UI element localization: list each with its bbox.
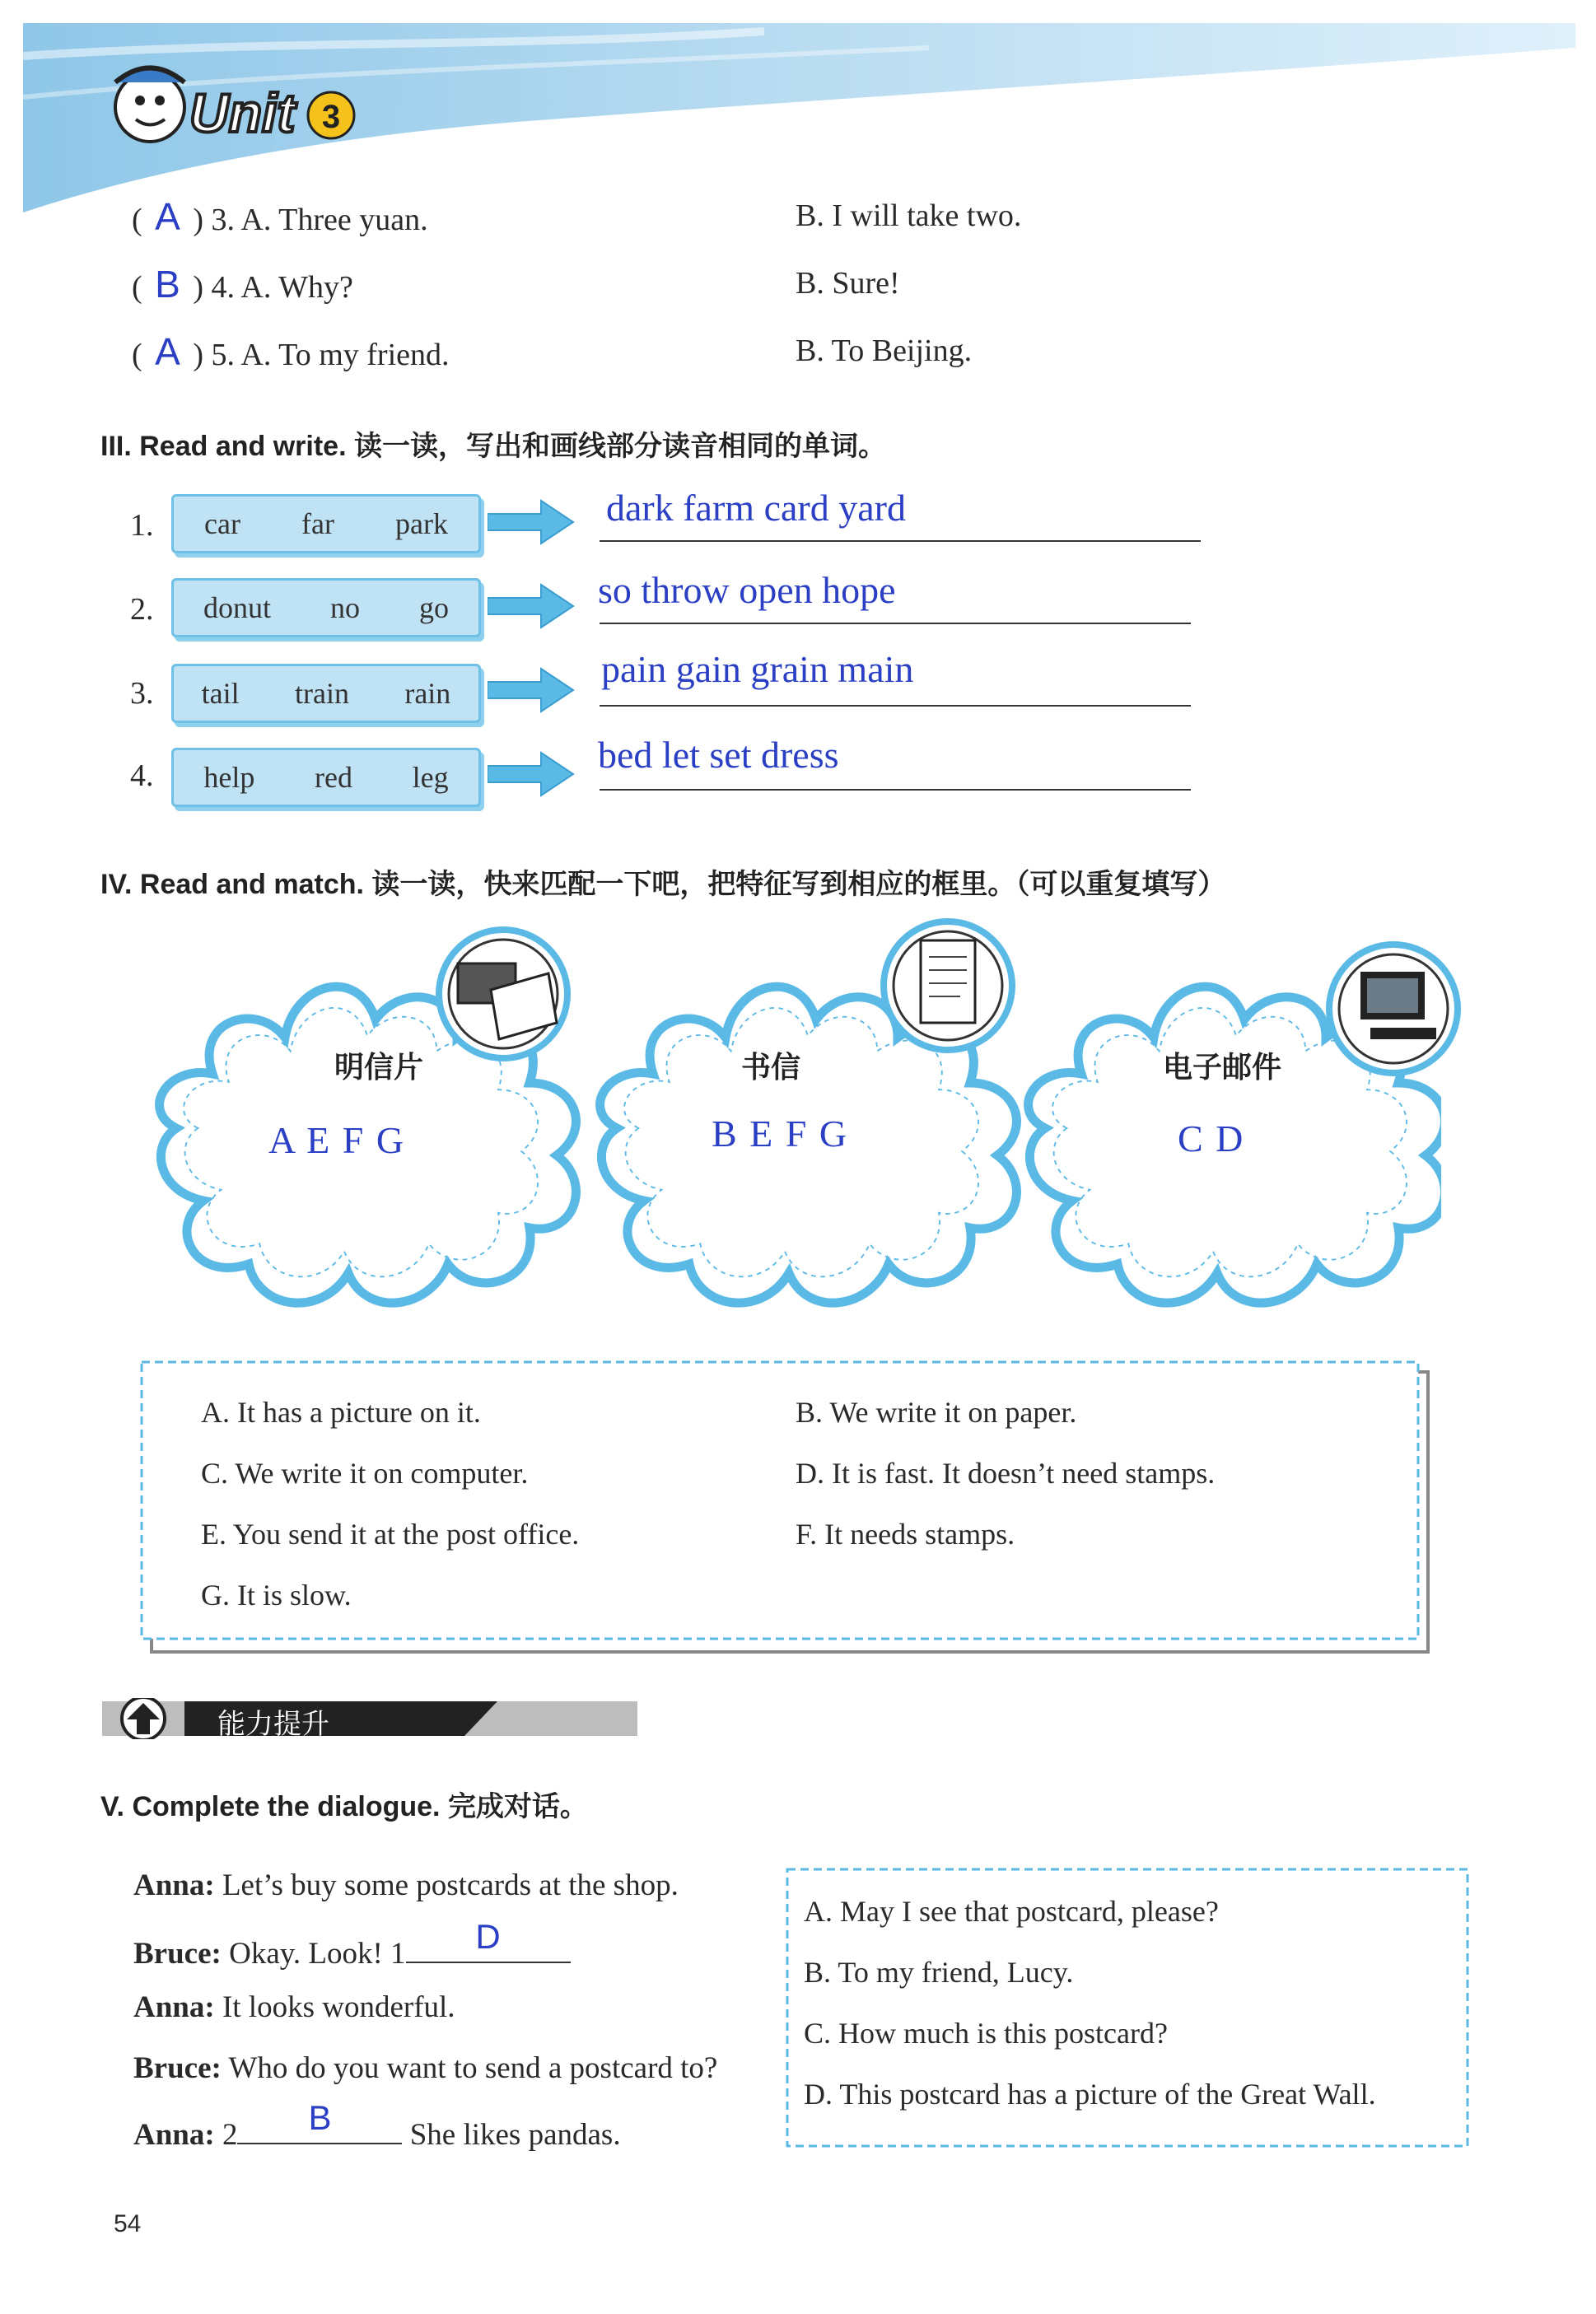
word: car <box>204 507 240 540</box>
blank-answer: D <box>475 1917 501 1956</box>
row-number: 2. <box>130 592 154 627</box>
answer-mark: B <box>155 263 180 306</box>
option-item: D. This postcard has a picture of the Great Wall. <box>804 2078 1376 2111</box>
option-item: A. May I see that postcard, please? <box>804 1895 1219 1928</box>
option-item: B. To my friend, Lucy. <box>804 1956 1074 1989</box>
answer-mark: A <box>155 330 180 373</box>
dialogue-line: Bruce: Who do you want to send a postcard to? <box>133 2051 718 2085</box>
word: tail <box>201 677 240 710</box>
row-number: 4. <box>130 758 154 793</box>
arrow-right-icon <box>488 497 578 547</box>
option-item: E. You send it at the post office. <box>201 1518 580 1551</box>
answer-mark: A <box>155 195 180 238</box>
dialogue-line: Anna: Let’s buy some postcards at the shop. <box>133 1868 679 1902</box>
blank-answer: B <box>308 2098 332 2137</box>
word: far <box>301 507 334 540</box>
section4-title: IV. Read and match. 读一读，快来匹配一下吧，把特征写到相应的框里。（可以重复填写） <box>100 868 1226 901</box>
letter-icon <box>878 916 1018 1056</box>
answer-words: dark farm card yard <box>606 487 906 529</box>
cloud-answer-letter: B E F G <box>712 1113 849 1155</box>
answer-line <box>600 623 1191 624</box>
word: leg <box>412 761 449 794</box>
computer-icon <box>1321 939 1469 1079</box>
option-item: D. It is fast. It doesn’t need stamps. <box>796 1457 1216 1490</box>
postcard-icon <box>433 924 573 1064</box>
option-b: B. I will take two. <box>796 198 1022 233</box>
word: go <box>418 591 449 624</box>
arrow-right-icon <box>488 581 578 631</box>
answer-line <box>600 789 1191 791</box>
word: no <box>329 591 360 624</box>
section3-title: III. Read and write. 读一读，写出和画线部分读音相同的单词。 <box>100 430 886 463</box>
arrow-right-icon <box>488 665 578 715</box>
cloud-label-email: 电子邮件 <box>1163 1051 1282 1085</box>
unit-label: Unit <box>189 82 296 143</box>
option-item: B. We write it on paper. <box>796 1396 1077 1429</box>
word: rain <box>404 677 451 710</box>
option-item: C. We write it on computer. <box>201 1457 529 1490</box>
answer-line <box>600 705 1191 707</box>
answer-words: bed let set dress <box>598 734 839 776</box>
answer-words: so throw open hope <box>598 569 896 611</box>
section5-title: V. Complete the dialogue. 完成对话。 <box>100 1790 588 1823</box>
cloud-label-postcard: 明信片 <box>334 1051 424 1085</box>
option-item: A. It has a picture on it. <box>201 1396 481 1429</box>
option-item: G. It is slow. <box>201 1579 352 1612</box>
cloud-answer-postcard: A E F G <box>268 1119 406 1161</box>
dialogue-line: Anna: It looks wonderful. <box>133 1990 455 2024</box>
word: train <box>295 677 349 710</box>
option-item: C. How much is this postcard? <box>804 2017 1168 2050</box>
word-box <box>171 578 481 637</box>
word-box <box>171 494 481 553</box>
word: help <box>203 761 255 794</box>
word-box <box>171 748 481 807</box>
answer-words: pain gain grain main <box>601 648 914 690</box>
dialogue-line: Bruce: Okay. Look! 1 D <box>133 1929 571 1971</box>
answer-line <box>600 540 1201 542</box>
row-number: 1. <box>130 508 154 543</box>
word: donut <box>203 591 271 624</box>
dialogue-line: Anna: 2 B She likes pandas. <box>133 2098 621 2152</box>
option-item: F. It needs stamps. <box>796 1518 1015 1551</box>
word: park <box>395 507 448 540</box>
list-item: ( A ) 3. A. Three yuan. <box>132 195 428 238</box>
unit-logo <box>99 49 371 156</box>
row-number: 3. <box>130 676 154 711</box>
blank-field[interactable] <box>406 1917 571 1963</box>
word: red <box>315 761 352 794</box>
page-number: 54 <box>114 2210 142 2237</box>
option-b: B. Sure! <box>796 266 900 301</box>
section-banner <box>102 1698 637 1739</box>
list-item: ( B ) 4. A. Why? <box>132 263 353 306</box>
word-box <box>171 664 481 723</box>
banner-label: 能力提升 <box>217 1708 329 1741</box>
cloud-label-letter: 书信 <box>741 1051 801 1085</box>
unit-number: 3 <box>321 99 341 135</box>
arrow-right-icon <box>488 749 578 799</box>
blank-field[interactable] <box>237 2098 402 2144</box>
cloud-answer-email: C D <box>1178 1117 1245 1159</box>
list-item: ( A ) 5. A. To my friend. <box>132 330 450 373</box>
option-b: B. To Beijing. <box>796 334 973 368</box>
